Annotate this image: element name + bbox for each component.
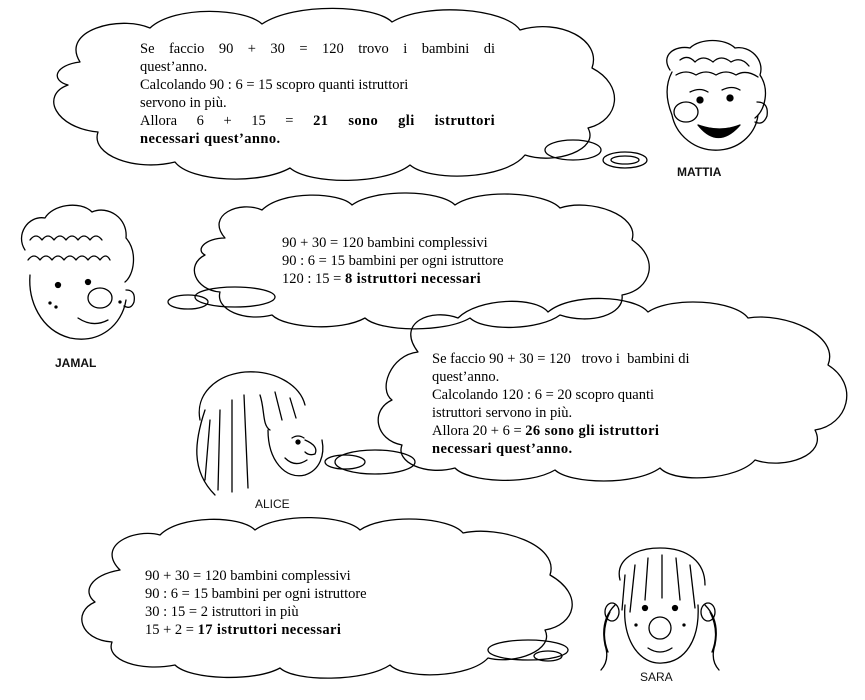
text-line: 90 : 6 = 15 bambini per ogni istruttore bbox=[145, 586, 367, 602]
thought-bubble-mattia-1 bbox=[545, 140, 601, 160]
jamal-thought-text bbox=[282, 234, 582, 288]
name-label-mattia: MATTIA bbox=[677, 165, 722, 179]
text-line: istruttori servono in più. bbox=[432, 405, 573, 421]
mattia-thought-text bbox=[140, 40, 495, 148]
name-label-alice: ALICE bbox=[255, 497, 290, 511]
thought-bubble-mattia-2 bbox=[603, 152, 647, 168]
thought-bubble-sara-1 bbox=[488, 640, 568, 660]
text-line: necessari quest’anno. bbox=[140, 131, 281, 147]
text-line: Se faccio 90 + 30 = 120 trovo i bambini di bbox=[140, 41, 495, 57]
text-line: servono in più. bbox=[140, 95, 227, 111]
thought-bubble-alice-1 bbox=[335, 450, 415, 474]
text-line: necessari quest’anno. bbox=[432, 441, 573, 457]
text-line: quest’anno. bbox=[432, 369, 500, 385]
name-label-sara: SARA bbox=[640, 670, 673, 684]
text-line: 90 + 30 = 120 bambini complessivi bbox=[145, 568, 351, 584]
text-line: 120 : 15 = 8 istruttori necessari bbox=[282, 271, 482, 287]
text-line: Allora 6 + 15 = 21 sono gli istruttori bbox=[140, 113, 495, 129]
text-line: 90 + 30 = 120 bambini complessivi bbox=[282, 235, 488, 251]
text-line: Allora 20 + 6 = 26 sono gli istruttori bbox=[432, 423, 660, 439]
jamal-face-icon bbox=[22, 205, 135, 339]
alice-face-icon bbox=[197, 372, 323, 495]
text-line: Se faccio 90 + 30 = 120 trovo i bambini di bbox=[432, 351, 690, 367]
sara-thought-text bbox=[145, 567, 445, 639]
text-line: quest’anno. bbox=[140, 59, 208, 75]
text-line: 15 + 2 = 17 istruttori necessari bbox=[145, 622, 342, 638]
thought-bubble-alice-2 bbox=[325, 455, 365, 469]
text-line: 30 : 15 = 2 istruttori in più bbox=[145, 604, 299, 620]
name-label-jamal: JAMAL bbox=[55, 356, 97, 370]
text-line: Calcolando 90 : 6 = 15 scopro quanti istruttori bbox=[140, 77, 409, 93]
sara-face-icon bbox=[601, 548, 719, 670]
alice-thought-text bbox=[432, 350, 777, 458]
mattia-face-icon bbox=[667, 41, 768, 151]
text-line: Calcolando 120 : 6 = 20 scopro quanti bbox=[432, 387, 655, 403]
text-line: 90 : 6 = 15 bambini per ogni istruttore bbox=[282, 253, 504, 269]
thought-bubble-sara-2 bbox=[534, 651, 562, 661]
